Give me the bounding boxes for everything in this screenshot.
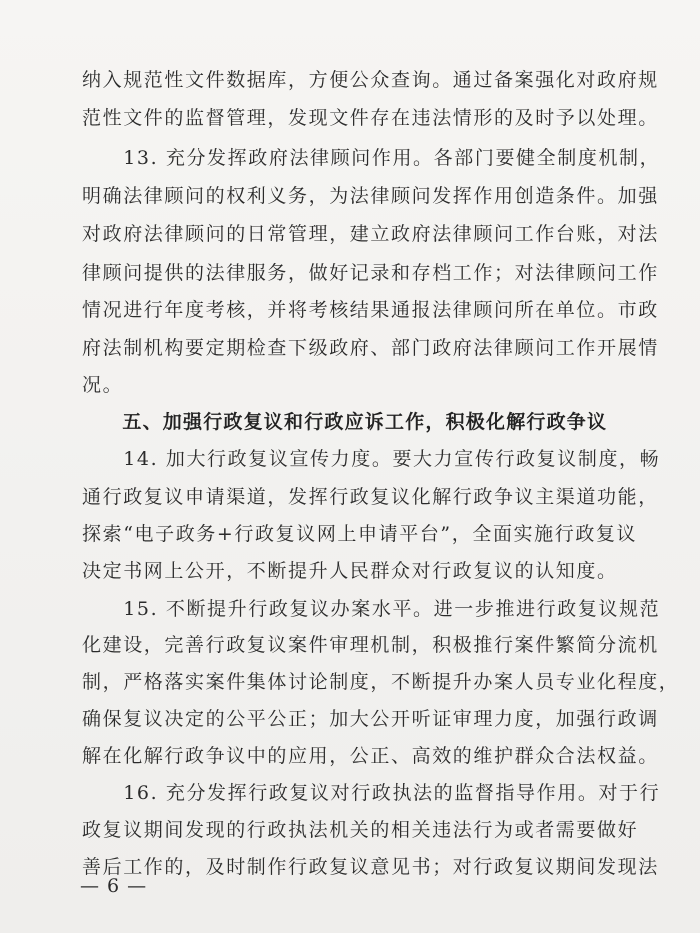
text-line-6: 律顾问提供的法律服务，做好记录和存档工作；对法律顾问工作 [82,262,659,284]
text-line-22: 善后工作的，及时制作行政复议意见书；对行政复议期间发现法 [82,856,659,878]
text-line-13: 探索“电子政务+行政复议网上申请平台”，全面实施行政复议 [82,523,638,545]
text-line-3: 13. 充分发挥政府法律顾问作用。各部门要健全制度机制， [82,147,661,169]
text-line-9: 况。 [82,374,124,396]
text-line-4: 明确法律顾问的权利义务，为法律顾问发挥作用创造条件。加强 [82,185,659,207]
text-line-15: 15. 不断提升行政复议办案水平。进一步推进行政复议规范 [82,598,661,620]
text-line-14: 决定书网上公开，不断提升人民群众对行政复议的认知度。 [82,560,618,582]
text-line-18: 确保复议决定的公平公正；加大公开听证审理力度，加强行政调 [82,708,659,730]
page-number: — 6 — [80,875,148,897]
text-line-16: 化建设，完善行政复议案件审理机制，积极推行案件繁简分流机 [82,634,659,656]
text-line-11: 14. 加大行政复议宣传力度。要大力宣传行政复议制度，畅 [82,448,661,470]
text-line-2: 范性文件的监督管理，发现文件存在违法情形的及时予以处理。 [82,107,659,129]
text-line-20: 16. 充分发挥行政复议对行政执法的监督指导作用。对于行 [82,782,661,804]
text-line-1: 纳入规范性文件数据库，方便公众查询。通过备案强化对政府规 [82,69,659,91]
text-line-19: 解在化解行政争议中的应用，公正、高效的维护群众合法权益。 [82,745,659,767]
section-heading: 五、加强行政复议和行政应诉工作，积极化解行政争议 [82,411,608,433]
text-line-12: 通行政复议申请渠道，发挥行政复议化解行政争议主渠道功能， [82,486,659,508]
text-line-7: 情况进行年度考核，并将考核结果通报法律顾问所在单位。市政 [82,299,659,321]
text-line-17: 制，严格落实案件集体讨论制度，不断提升办案人员专业化程度， [82,671,680,693]
text-line-21: 政复议期间发现的行政执法机关的相关违法行为或者需要做好 [82,819,639,841]
text-line-8: 府法制机构要定期检查下级政府、部门政府法律顾问工作开展情 [82,337,659,359]
text-line-5: 对政府法律顾问的日常管理，建立政府法律顾问工作台账，对法 [82,223,659,245]
